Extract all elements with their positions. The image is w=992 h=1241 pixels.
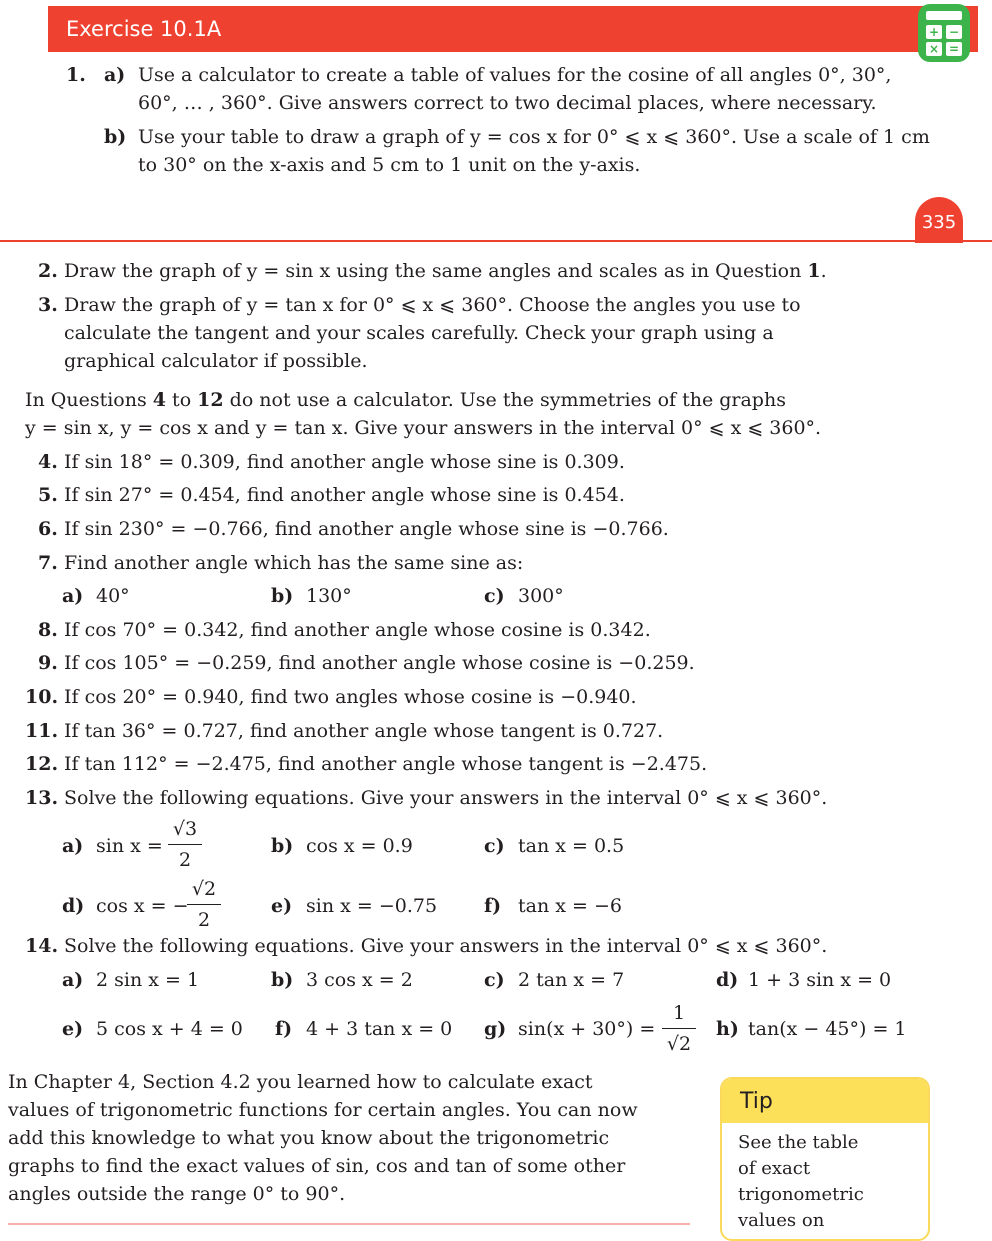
q14c-label: c): [484, 969, 505, 991]
intro-line1: [25, 386, 786, 414]
times-key: ×: [926, 42, 942, 56]
q14d-expr: 1 + 3 sin x = 0: [748, 969, 892, 991]
q11-number: 11.: [25, 720, 59, 742]
q14-text: Solve the following equations. Give your answers in the interval 0° ⩽ x ⩽ 360°.: [64, 935, 828, 957]
equals-key: =: [946, 42, 962, 56]
q14b-expr: 3 cos x = 2: [306, 969, 413, 991]
exercise-title: Exercise 10.1A: [66, 17, 222, 41]
calculator-screen: [926, 11, 962, 20]
page-number-badge: 335: [915, 197, 963, 243]
q13b-expr: cos x = 0.9: [306, 835, 413, 857]
q14h-expr: tan(x − 45°) = 1: [748, 1018, 907, 1040]
q14g-fraction: [662, 1000, 696, 1057]
q13a-fraction: [168, 816, 202, 873]
intro-part1: In Questions: [25, 389, 153, 411]
q14g-denominator: √2: [666, 1033, 692, 1055]
q1-number: 1.: [66, 64, 86, 86]
q13b-label: b): [271, 835, 294, 857]
q4-text: If sin 18° = 0.309, find another angle whose sine is 0.309.: [64, 451, 625, 473]
page-divider: [0, 240, 992, 242]
q13c-expr: tan x = 0.5: [518, 835, 625, 857]
q14d-label: d): [716, 969, 739, 991]
q13d-expr: cos x = −: [96, 895, 189, 917]
q10-number: 10.: [25, 686, 59, 708]
q1a-label: a): [104, 64, 126, 86]
q5-text: If sin 27° = 0.454, find another angle whose sine is 0.454.: [64, 484, 625, 506]
q2-text: [64, 257, 827, 285]
q14e-label: e): [62, 1018, 84, 1040]
q3-line3: graphical calculator if possible.: [64, 350, 368, 372]
q2-ref: 1: [807, 260, 821, 282]
q13f-expr: tan x = −6: [518, 895, 622, 917]
q13-text: Solve the following equations. Give your answers in the interval 0° ⩽ x ⩽ 360°.: [64, 787, 828, 809]
intro-bold2: 12: [197, 389, 224, 411]
tip-line4: values on: [738, 1210, 825, 1231]
q14g-numerator: 1: [672, 1002, 686, 1024]
q13d-fraction: [187, 876, 221, 933]
q13c-label: c): [484, 835, 505, 857]
q6-number: 6.: [38, 518, 58, 540]
q14h-label: h): [716, 1018, 739, 1040]
q1b-line1: Use your table to draw a graph of y = cos x for 0° ⩽ x ⩽ 360°. Use a scale of 1 cm: [138, 126, 930, 148]
section-divider: [8, 1223, 690, 1225]
intro-line2: y = sin x, y = cos x and y = tan x. Give your answers in the interval 0° ⩽ x ⩽ 360°.: [25, 417, 822, 439]
q14a-expr: 2 sin x = 1: [96, 969, 200, 991]
q13d-numerator: √2: [191, 878, 217, 900]
q13d-denominator: 2: [197, 909, 211, 931]
q13a-expr: sin x =: [96, 835, 163, 857]
tip-line1: See the table: [738, 1132, 859, 1153]
calculator-icon: [918, 4, 970, 62]
q13a-fraction-bar: [168, 844, 202, 845]
q7c-label: c): [484, 585, 505, 607]
q7b-value: 130°: [306, 585, 352, 607]
plus-key: +: [926, 25, 942, 39]
q9-text: If cos 105° = −0.259, find another angle whose cosine is −0.259.: [64, 652, 695, 674]
q2-number: 2.: [38, 260, 58, 282]
closing-line1: In Chapter 4, Section 4.2 you learned how to calculate exact: [8, 1071, 593, 1093]
intro-bold1: 4: [152, 389, 167, 411]
q14g-expr: sin(x + 30°) =: [518, 1018, 656, 1040]
q5-number: 5.: [38, 484, 58, 506]
q11-text: If tan 36° = 0.727, find another angle whose tangent is 0.727.: [64, 720, 664, 742]
q13d-label: d): [62, 895, 85, 917]
q13a-denominator: 2: [178, 849, 192, 871]
q13f-label: f): [484, 895, 502, 917]
q14b-label: b): [271, 969, 294, 991]
closing-line3: add this knowledge to what you know about the trigonometric: [8, 1127, 610, 1149]
tip-box: [720, 1077, 930, 1241]
minus-key: −: [946, 25, 962, 39]
closing-line4: graphs to find the exact values of sin, cos and tan of some other: [8, 1155, 626, 1177]
q2-end: .: [820, 260, 827, 282]
q8-text: If cos 70° = 0.342, find another angle whose cosine is 0.342.: [64, 619, 651, 641]
q13a-label: a): [62, 835, 84, 857]
q3-line1: Draw the graph of y = tan x for 0° ⩽ x ⩽ 360°. Choose the angles you use to: [64, 294, 801, 316]
q13e-label: e): [271, 895, 293, 917]
q7-number: 7.: [38, 552, 58, 574]
q13-number: 13.: [25, 787, 59, 809]
q14a-label: a): [62, 969, 84, 991]
q3-number: 3.: [38, 294, 58, 316]
q1b-line2: to 30° on the x-axis and 5 cm to 1 unit on the y-axis.: [138, 154, 641, 176]
q2-body: Draw the graph of y = sin x using the same angles and scales as in Question: [64, 260, 808, 282]
q1b-label: b): [104, 126, 127, 148]
q3-line2: calculate the tangent and your scales carefully. Check your graph using a: [64, 322, 774, 344]
q7a-label: a): [62, 585, 84, 607]
q1a-line1: Use a calculator to create a table of values for the cosine of all angles 0°, 30°,: [138, 64, 892, 86]
q14g-label: g): [484, 1018, 507, 1040]
q14f-label: f): [275, 1018, 293, 1040]
q9-number: 9.: [38, 652, 58, 674]
q12-text: If tan 112° = −2.475, find another angle whose tangent is −2.475.: [64, 753, 708, 775]
tip-title: Tip: [740, 1089, 773, 1114]
tip-line2: of exact: [738, 1158, 811, 1179]
q6-text: If sin 230° = −0.766, find another angle whose sine is −0.766.: [64, 518, 669, 540]
closing-line2: values of trigonometric functions for certain angles. You can now: [8, 1099, 638, 1121]
q7b-label: b): [271, 585, 294, 607]
intro-part3: do not use a calculator. Use the symmetries of the graphs: [223, 389, 786, 411]
q12-number: 12.: [25, 753, 59, 775]
q14g-fraction-bar: [662, 1028, 696, 1029]
q7a-value: 40°: [96, 585, 130, 607]
q4-number: 4.: [38, 451, 58, 473]
q7-text: Find another angle which has the same sine as:: [64, 552, 524, 574]
intro-part2: to: [166, 389, 198, 411]
closing-line5: angles outside the range 0° to 90°.: [8, 1183, 346, 1205]
q14-number: 14.: [25, 935, 59, 957]
q1a-line2: 60°, … , 360°. Give answers correct to two decimal places, where necessary.: [138, 92, 877, 114]
q14f-expr: 4 + 3 tan x = 0: [306, 1018, 453, 1040]
q7c-value: 300°: [518, 585, 564, 607]
q13a-numerator: √3: [172, 818, 198, 840]
q14e-expr: 5 cos x + 4 = 0: [96, 1018, 243, 1040]
q13d-fraction-bar: [187, 904, 221, 905]
q10-text: If cos 20° = 0.940, find two angles whose cosine is −0.940.: [64, 686, 637, 708]
q8-number: 8.: [38, 619, 58, 641]
q13e-expr: sin x = −0.75: [306, 895, 438, 917]
tip-line3: trigonometric: [738, 1184, 864, 1205]
q14c-expr: 2 tan x = 7: [518, 969, 625, 991]
